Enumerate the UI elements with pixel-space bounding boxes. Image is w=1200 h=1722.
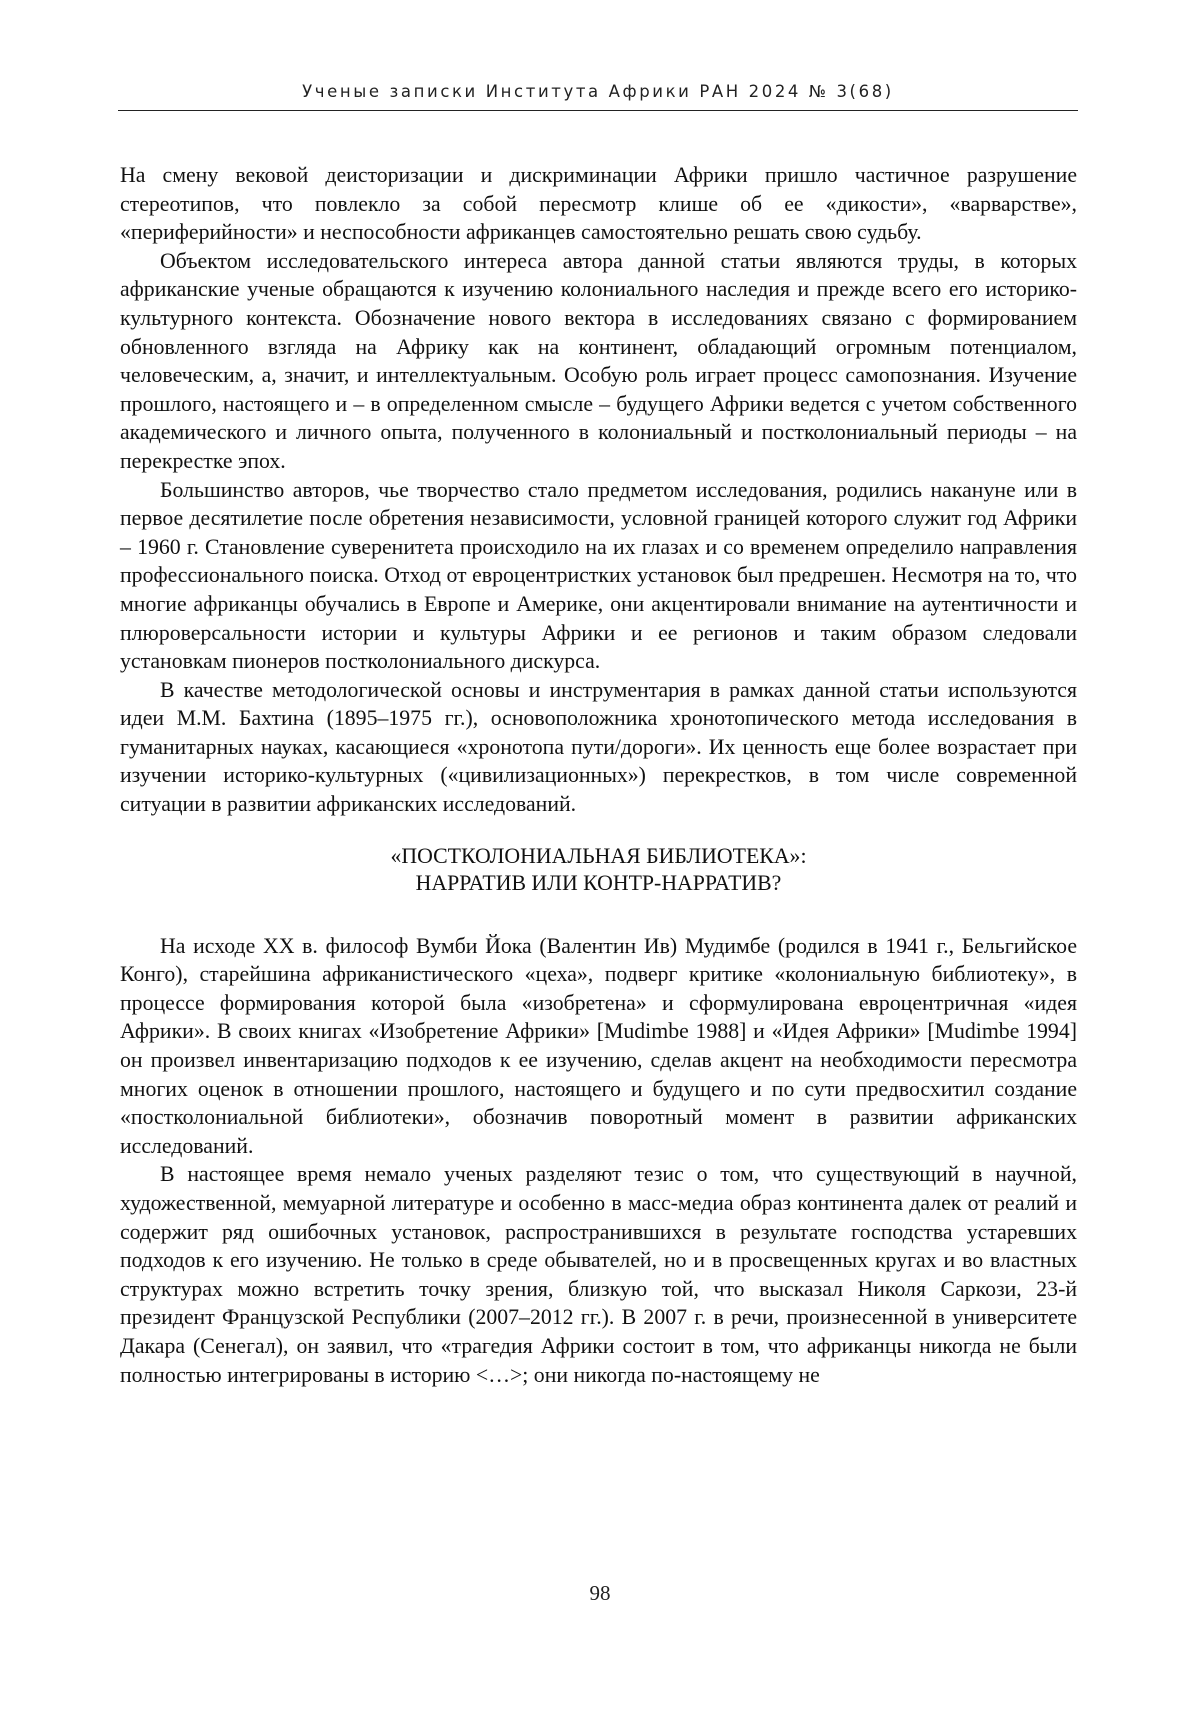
section-heading-line-1: «ПОСТКОЛОНИАЛЬНАЯ БИБЛИОТЕКА»:	[390, 843, 807, 868]
paragraph-2: Объектом исследовательского интереса автора данной статьи являются труды, в которых африканские ученые обращаются к изучению колониального наследия и прежде всего его историко-культурного контекста. Обозначение нового вектора в исследованиях связано с формированием обновленного взгляда на Африку как на континент, обладающий огромным потенциалом, человеческим, а, значит, и интеллектуальным. Особую роль играет процесс самопознания. Изучение прошлого, настоящего и – в определенном смысле – будущего Африки ведется с учетом собственного академического и личного опыта, полученного в колониальный и постколониальный периоды – на перекрестке эпох.	[120, 248, 1077, 473]
paragraph-5: На исходе XX в. философ Вумби Йока (Валентин Ив) Мудимбе (родился в 1941 г., Бельгийское Конго), старейшина африканистического «цеха», подверг критике «колониальную библиотеку», в процессе формирования которой была «изобретена» и сформулирована евроцентричная «идея Африки». В своих книгах «Изобретение Африки» [Mudimbe 1988] и «Идея Африки» [Mudimbe 1994] он произвел инвентаризацию подходов к ее изучению, сделав акцент на необходимости пересмотра многих оценок в отношении прошлого, настоящего и будущего и по сути предвосхитил создание «постколониальной библиотеки», обозначив поворотный момент в развитии африканских исследований.	[120, 933, 1077, 1158]
running-header: Ученые записки Института Африки РАН 2024 № 3(68)	[302, 82, 894, 101]
page-number: 98	[589, 1581, 611, 1605]
page-body	[120, 161, 1077, 1389]
header-rule	[118, 110, 1078, 111]
section-heading-line-2: НАРРАТИВ ИЛИ КОНТР-НАРРАТИВ?	[415, 870, 782, 895]
section-heading	[120, 843, 1077, 897]
paragraph-1: На смену вековой деисторизации и дискриминации Африки пришло частичное разрушение стереотипов, что повлекло за собой пересмотр клише об ее «дикости», «варварстве», «периферийности» и неспособности африканцев самостоятельно решать свою судьбу.	[120, 163, 1077, 245]
paragraph-6: В настоящее время немало ученых разделяют тезис о том, что существующий в научной, художественной, мемуарной литературе и особенно в масс-медиа образ континента далек от реалий и содержит ряд ошибочных установок, распространившихся в результате господства устаревших подходов к его изучению. Не только в среде обывателей, но и в просвещенных кругах и во властных структурах можно встретить точку зрения, близкую той, что высказал Николя Саркози, 23-й президент Французской Республики (2007–2012 гг.). В 2007 г. в речи, произнесенной в университете Дакара (Сенегал), он заявил, что «трагедия Африки состоит в том, что африканцы никогда не были полностью интегрированы в историю <…>; они никогда по-настоящему не	[120, 1162, 1077, 1387]
paragraph-3: Большинство авторов, чье творчество стало предметом исследования, родились накануне или в первое десятилетие после обретения независимости, условной границей которого служит год Африки – 1960 г. Становление суверенитета происходило на их глазах и со временем определило направления профессионального поиска. Отход от евроцентристких установок был предрешен. Несмотря на то, что многие африканцы обучались в Европе и Америке, они акцентировали внимание на аутентичности и плюроверсальности истории и культуры Африки и ее регионов и таким образом следовали установкам пионеров постколониального дискурса.	[120, 477, 1077, 674]
paragraph-4: В качестве методологической основы и инструментария в рамках данной статьи используются идеи М.М. Бахтина (1895–1975 гг.), основоположника хронотопического метода исследования в гуманитарных науках, касающиеся «хронотопа пути/дороги». Их ценность еще более возрастает при изучении историко-культурных («цивилизационных») перекрестков, в том числе современной ситуации в развитии африканских исследований.	[120, 677, 1077, 817]
